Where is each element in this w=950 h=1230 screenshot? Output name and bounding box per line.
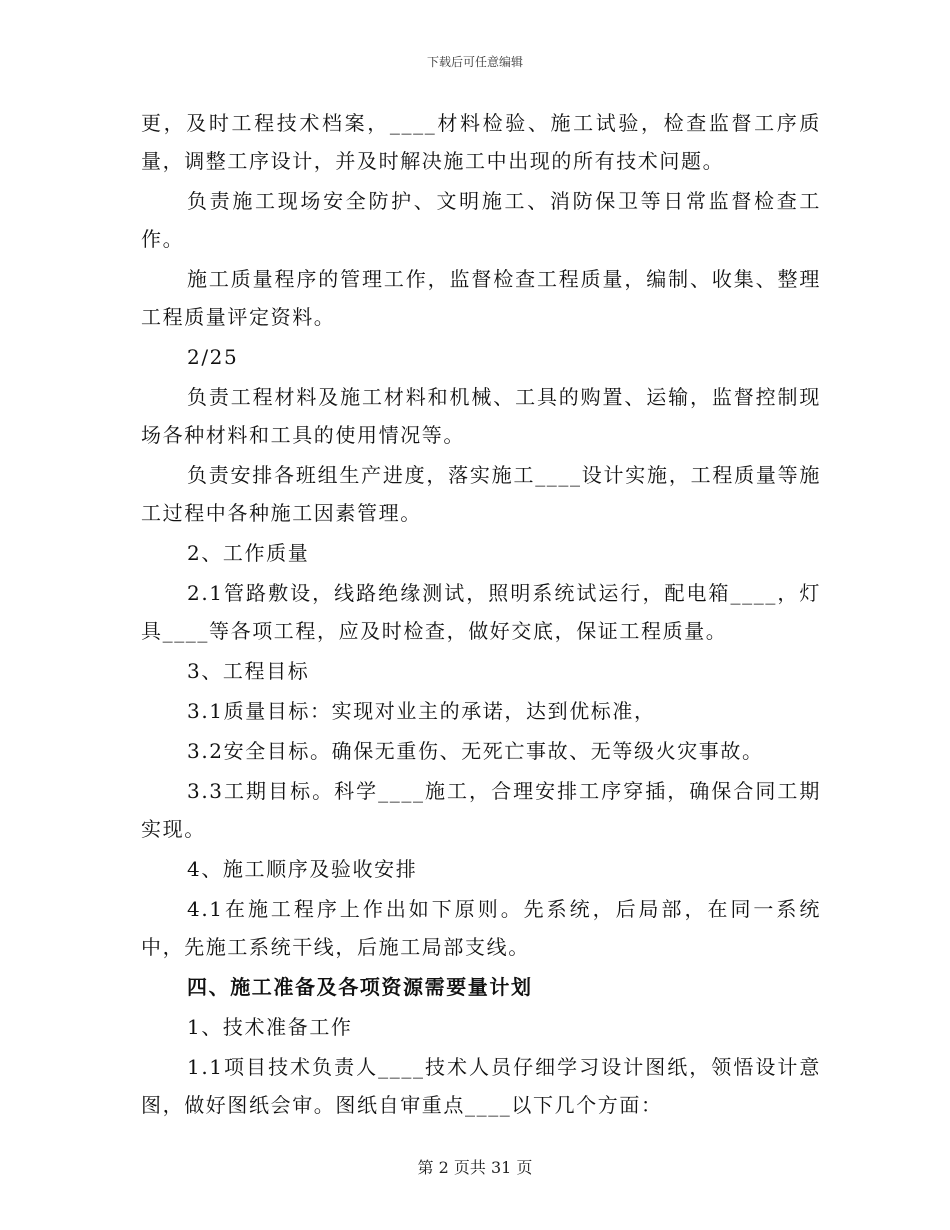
paragraph-12: 3.3工期目标。科学____施工，合理安排工序穿插，确保合同工期实现。 bbox=[141, 779, 821, 841]
paragraph-14: 4.1在施工程序上作出如下原则。先系统，后局部，在同一系统中，先施工系统干线，后施工局部支线。 bbox=[141, 897, 821, 959]
paragraph-5: 负责工程材料及施工材料和机械、工具的购置、运输，监督控制现场各种材料和工具的使用情况等。 bbox=[141, 385, 821, 447]
section-heading-technical-prep: 1、技术准备工作 bbox=[187, 1015, 353, 1039]
paragraph-10: 3.1质量目标：实现对业主的承诺，达到优标准， bbox=[187, 699, 656, 723]
chapter-heading-preparation: 四、施工准备及各项资源需要量计划 bbox=[187, 975, 533, 999]
paragraph-8: 2.1管路敷设，线路绝缘测试，照明系统试运行，配电箱____，灯具____等各项工程，应及时检查，做好交底，保证工程质量。 bbox=[141, 581, 821, 643]
paragraph-3: 施工质量程序的管理工作，监督检查工程质量，编制、收集、整理工程质量评定资料。 bbox=[141, 267, 821, 329]
paragraph-17: 1.1项目技术负责人____技术人员仔细学习设计图纸，领悟设计意图，做好图纸会审。图纸自审重点____以下几个方面： bbox=[141, 1055, 821, 1117]
paragraph-1: 更，及时工程技术档案，____材料检验、施工试验，检查监督工序质量，调整工序设计，并及时解决施工中出现的所有技术问题。 bbox=[141, 111, 821, 173]
document-body bbox=[141, 104, 821, 1124]
page-marker: 2/25 bbox=[187, 345, 239, 369]
page-header: 下载后可任意编辑 bbox=[426, 55, 523, 69]
section-heading-sequence: 4、施工顺序及验收安排 bbox=[187, 857, 418, 881]
paragraph-11: 3.2安全目标。确保无重伤、无死亡事故、无等级火灾事故。 bbox=[187, 739, 764, 763]
paragraph-6: 负责安排各班组生产进度，落实施工____设计实施，工程质量等施工过程中各种施工因素管理。 bbox=[141, 463, 821, 525]
paragraph-2: 负责施工现场安全防护、文明施工、消防保卫等日常监督检查工作。 bbox=[141, 189, 821, 251]
page-footer: 第 2 页共 31 页 bbox=[417, 1158, 533, 1177]
section-heading-work-quality: 2、工作质量 bbox=[187, 541, 310, 565]
section-heading-project-goals: 3、工程目标 bbox=[187, 659, 310, 683]
